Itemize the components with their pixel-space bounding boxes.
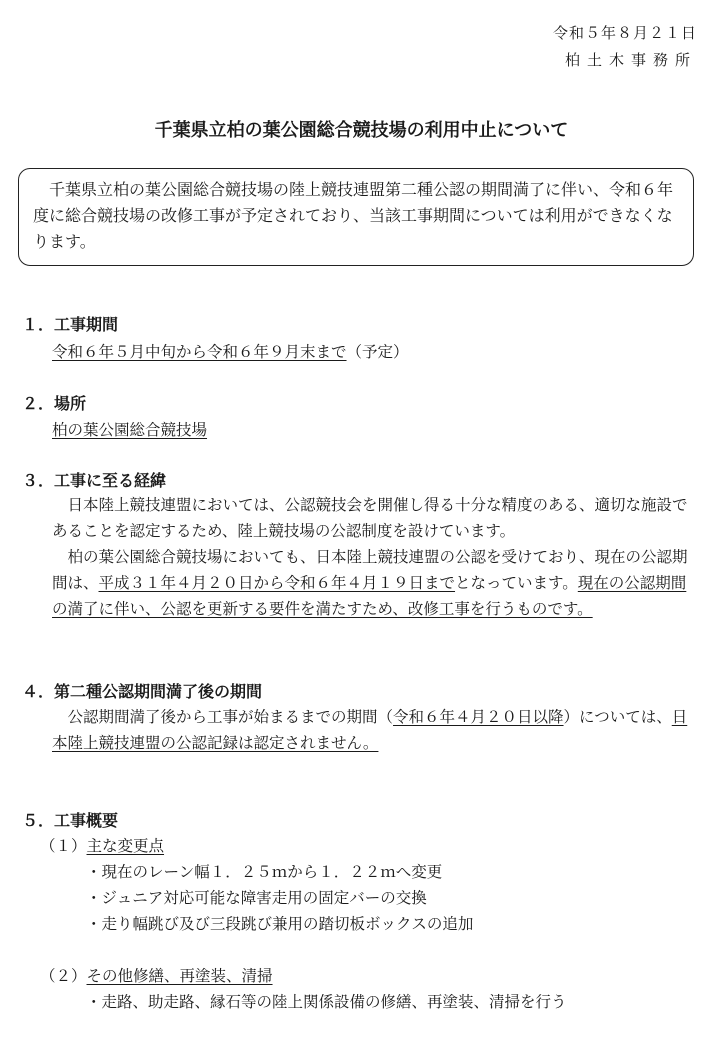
background-paragraph-1: 日本陸上競技連盟においては、公認競技会を開催し得る十分な精度のある、適切な施設であることを認定するため、陸上競技場の公認制度を設けています。	[52, 496, 688, 540]
document-title: 千葉県立柏の葉公園総合競技場の利用中止について	[154, 120, 569, 141]
list-item: ・ジュニア対応可能な障害走用の固定バーの交換	[86, 889, 427, 907]
after-text-c: ）については、	[563, 708, 672, 726]
subsection-main-changes	[40, 834, 164, 856]
records-not-certified: 日本陸上競技連盟の公認記録は認定されません。	[52, 708, 688, 752]
certification-period: 平成３１年４月２０日から令和６年４月１９日まで	[98, 574, 456, 592]
list-item: ・走り幅跳び及び三段跳び兼用の踏切板ボックスの追加	[86, 915, 474, 933]
place-text: 柏の葉公園総合競技場	[52, 421, 208, 439]
after-date: 令和６年４月２０日以降	[393, 708, 564, 726]
subsection-label: その他修繕、再塗装、清掃	[86, 967, 273, 985]
section-heading-period: １．工事期間	[22, 315, 119, 334]
after-paragraph	[52, 704, 700, 756]
background-text-c: となっています。	[455, 574, 578, 592]
subsection-number: （２）	[40, 967, 87, 985]
subsection-label: 主な変更点	[86, 837, 165, 855]
period-dates: 令和６年５月中旬から令和６年９月末まで	[52, 343, 347, 361]
list-item: ・現在のレーン幅１．２５ｍから１．２２ｍへ変更	[86, 863, 443, 881]
after-text-a: 公認期間満了後から工事が始まるまでの期間（	[67, 708, 394, 726]
period-text	[52, 340, 409, 362]
document-date: 令和５年８月２１日	[552, 24, 697, 42]
list-item: ・走路、助走路、縁石等の陸上関係設備の修繕、再塗装、清掃を行う	[86, 993, 567, 1011]
subsection-other-repairs	[40, 964, 273, 986]
renovation-reason: 現在の公認期間の満了に伴い、公認を更新する要件を満たすため、改修工事を行うものです。	[52, 574, 687, 618]
background-paragraph-2	[52, 544, 700, 622]
section-heading-background: ３．工事に至る経緯	[22, 471, 167, 490]
issuing-office: 柏土木事務所	[564, 51, 697, 69]
section-heading-overview: ５．工事概要	[22, 811, 119, 830]
section-heading-place: ２．場所	[22, 394, 87, 413]
section-heading-after: ４．第二種公認期間満了後の期間	[22, 682, 263, 701]
summary-box	[18, 168, 694, 266]
subsection-number: （１）	[40, 837, 87, 855]
background-text-a: 柏の葉公園総合競技場においても、日本陸上競技連盟の公認を受けており、現在の公認期間は、	[52, 548, 688, 592]
summary-text: 千葉県立柏の葉公園総合競技場の陸上競技連盟第二種公認の期間満了に伴い、令和６年度に総合競技場の改修工事が予定されており、当該工事期間については利用ができなくなります。	[33, 180, 674, 251]
period-note: （予定）	[346, 343, 409, 361]
